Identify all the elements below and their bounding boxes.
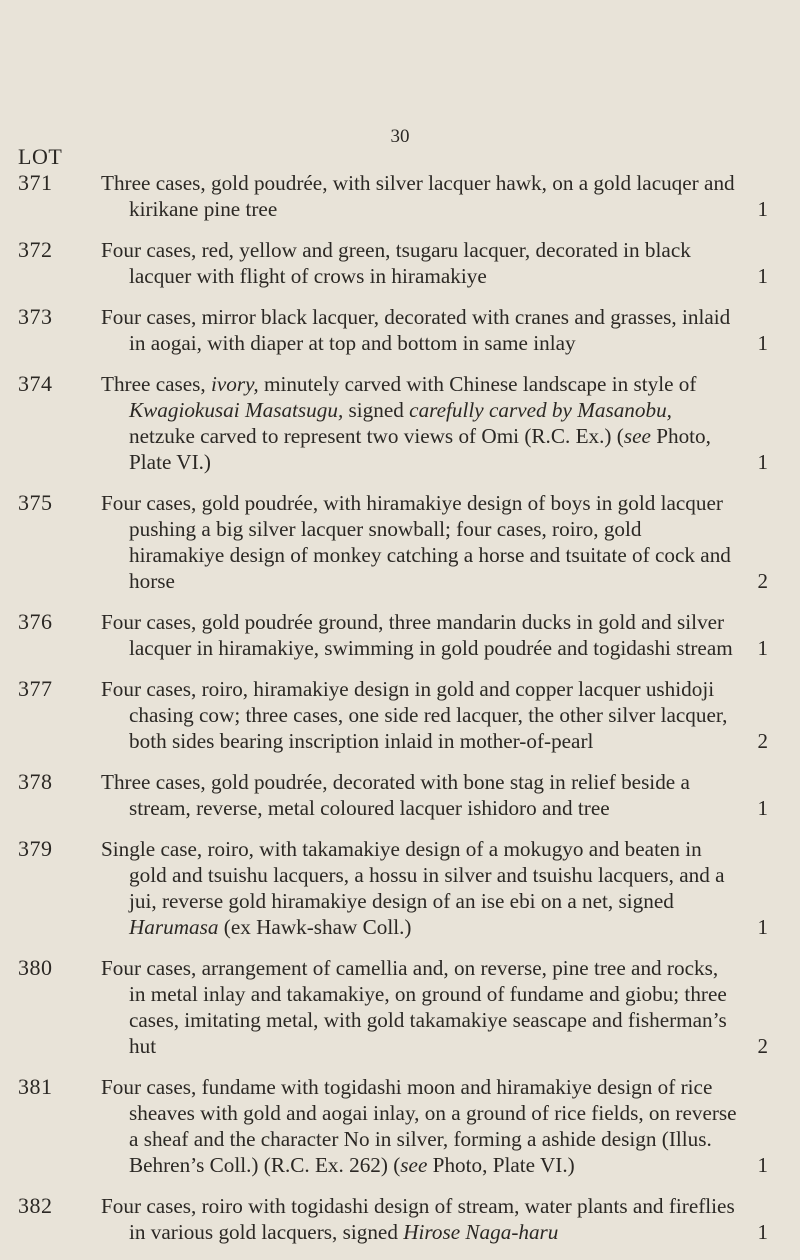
text-run: (ex Hawk-shaw Coll.) [218,915,412,939]
lot-description [101,676,739,754]
lot-quantity: 1 [757,197,768,221]
lot-description [101,1193,739,1245]
lot-entry [0,769,800,821]
lot-quantity: 1 [757,796,768,820]
text-run: Four cases, mirror black lacquer, decorated with cranes and grasses, inlaid in aogai, with diaper at top and bottom in same inlay [101,305,731,355]
text-run: Four cases, roiro, hiramakiye design in gold and copper lacquer ushidoji chasing cow; three cases, one side red lacquer, the other silver lacquer, both sides bearing inscription inlaid in mother-of-pearl [101,677,728,753]
lot-number: 376 [18,609,53,634]
lot-column-header: LOT [18,144,63,169]
lot-quantity: 1 [757,915,768,939]
lot-description [101,371,739,475]
lot-entry [0,304,800,356]
lot-number: 379 [18,836,53,861]
text-run: signed [343,398,410,422]
lot-description [101,304,739,356]
lot-quantity: 1 [757,331,768,355]
lot-entry [0,676,800,754]
lot-entry [0,1193,800,1245]
lot-entry [0,609,800,661]
text-run: Four cases, gold poudrée, with hiramakiye design of boys in gold lacquer pushing a big silver lacquer snowball; four cases, roiro, gold hiramakiye design of monkey catching a horse and tsuitate of cock and horse [101,491,731,593]
text-run: minutely carved with Chinese landscape in style of [258,372,697,396]
lot-entry [0,1074,800,1178]
lot-number: 380 [18,955,53,980]
text-run: Three cases, gold poudrée, decorated with bone stag in relief beside a stream, reverse, metal coloured lacquer ishidoro and tree [101,770,690,820]
lot-quantity: 1 [757,450,768,474]
lot-entry [0,371,800,475]
text-run: Three cases, [101,372,211,396]
lot-number: 375 [18,490,53,515]
lot-number: 377 [18,676,53,701]
lot-description [101,237,739,289]
text-run: Three cases, gold poudrée, with silver lacquer hawk, on a gold lacuqer and kirikane pine tree [101,171,735,221]
page-number: 30 [390,126,410,147]
italic-text: Kwagiokusai Masatsugu, [129,398,344,422]
italic-text: Hirose Naga-haru [403,1220,559,1244]
italic-text: ivory, [211,372,259,396]
lot-description [101,609,739,661]
text-run: Four cases, roiro with togidashi design of stream, water plants and fireflies in various gold lacquers, signed [101,1194,735,1244]
lot-list [0,170,800,1260]
text-run: Photo, Plate VI.) [129,424,711,474]
lot-description [101,490,739,594]
italic-text: Harumasa [129,915,219,939]
lot-number: 382 [18,1193,53,1218]
lot-number: 371 [18,170,53,195]
text-run: Photo, Plate VI.) [427,1153,575,1177]
lot-quantity: 1 [757,636,768,660]
text-run: Four cases, fundame with togidashi moon and hiramakiye design of rice sheaves with gold and aogai inlay, on a ground of rice fields, on reverse a sheaf and the character No in silver, forming a ashide design (Illus. Behren’s Coll.) (R.C. Ex. 262) ( [101,1075,737,1177]
italic-text: see [400,1153,428,1177]
lot-description [101,836,739,940]
text-run: Four cases, red, yellow and green, tsugaru lacquer, decorated in black lacquer with flight of crows in hiramakiye [101,238,691,288]
lot-quantity: 2 [757,729,768,753]
lot-description [101,1074,739,1178]
lot-quantity: 2 [757,569,768,593]
lot-number: 373 [18,304,53,329]
lot-entry [0,170,800,222]
lot-description [101,769,739,821]
lot-entry [0,955,800,1059]
text-run: netzuke carved to represent two views of Omi (R.C. Ex.) ( [129,424,624,448]
lot-number: 374 [18,371,53,396]
lot-number: 372 [18,237,53,262]
lot-entry [0,836,800,940]
lot-number: 378 [18,769,53,794]
lot-quantity: 1 [757,1153,768,1177]
italic-text: carefully carved by Masanobu, [409,398,672,422]
text-run: Four cases, gold poudrée ground, three mandarin ducks in gold and silver lacquer in hiramakiye, swimming in gold poudrée and togidashi stream [101,610,733,660]
text-run: Single case, roiro, with takamakiye design of a mokugyo and beaten in gold and tsuishu lacquers, a hossu in silver and tsuishu lacquers, and a jui, reverse gold hiramakiye design of an ise ebi on a net, signed [101,837,725,913]
lot-entry [0,490,800,594]
lot-quantity: 2 [757,1034,768,1058]
lot-entry [0,237,800,289]
italic-text: see [623,424,651,448]
lot-quantity: 1 [757,264,768,288]
lot-number: 381 [18,1074,53,1099]
lot-description [101,170,739,222]
lot-quantity: 1 [757,1220,768,1244]
text-run: Four cases, arrangement of camellia and, on reverse, pine tree and rocks, in metal inlay and takamakiye, on ground of fundame and giobu; three cases, imitating metal, with gold takamakiye seascape and fisherman’s hut [101,956,727,1058]
lot-description [101,955,739,1059]
